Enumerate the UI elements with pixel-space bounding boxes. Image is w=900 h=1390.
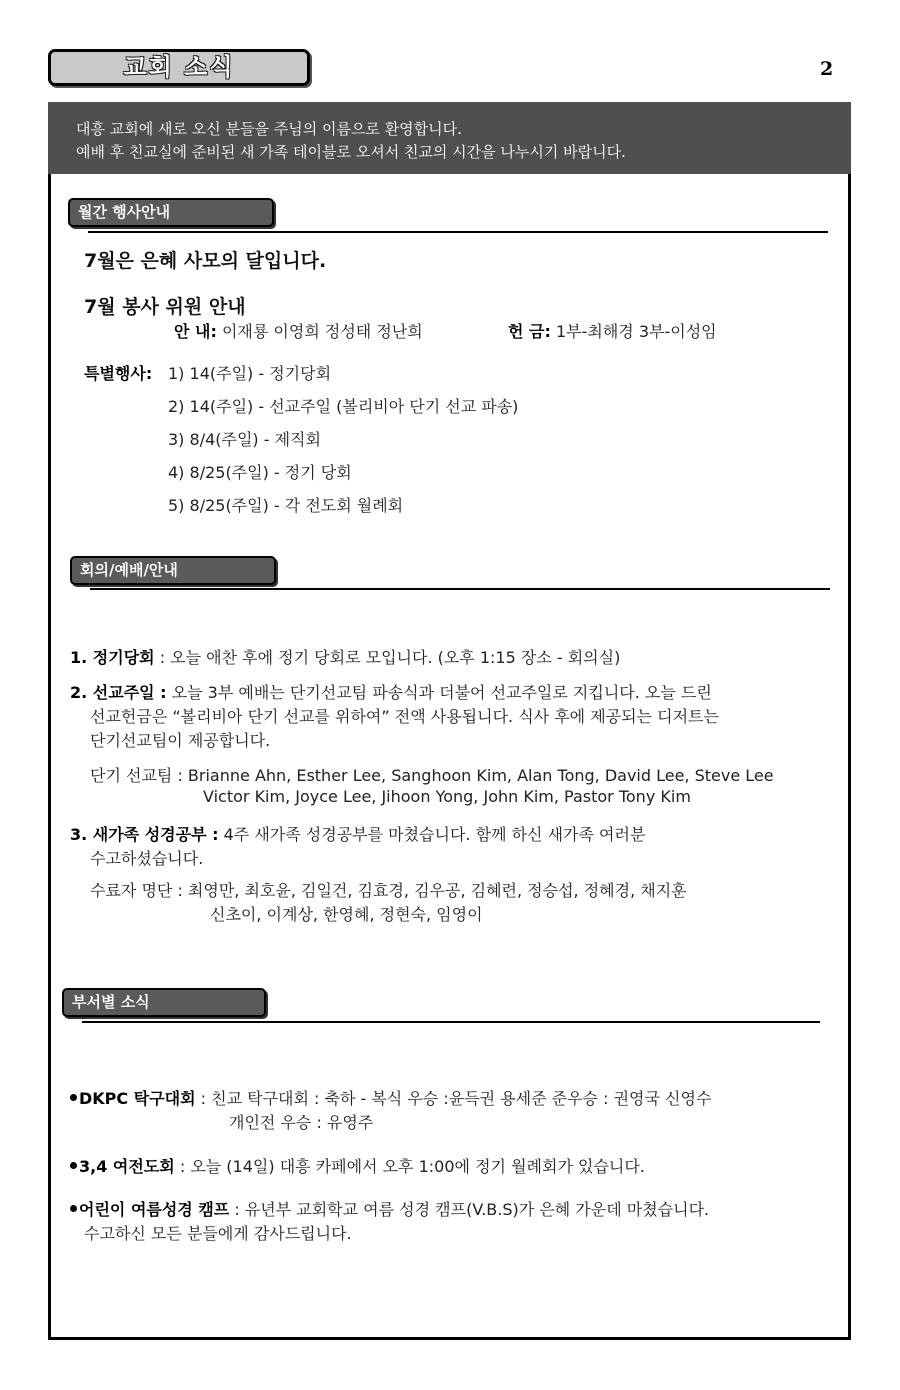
bullet-icon — [70, 1094, 77, 1101]
usher-names: 이재룡 이영희 정성태 정난희 — [216, 322, 423, 341]
welcome-line-1: 대흥 교회에 새로 오신 분들을 주님의 이름으로 환영합니다. — [76, 120, 462, 138]
meeting-item-2-line-3: 단기선교팀이 제공합니다. — [90, 731, 271, 750]
section-heading-monthly: 월간 행사안내 — [68, 198, 274, 227]
dept-item-3-line-2: 수고하신 모든 분들에게 감사드립니다. — [84, 1224, 352, 1243]
dept-item-1 — [70, 1086, 711, 1109]
usher-label: 안 내: — [174, 322, 217, 341]
bullet-icon — [70, 1162, 77, 1169]
dept-item-1-label: DKPC 탁구대회 — [79, 1089, 196, 1108]
meeting-item-3 — [70, 822, 645, 845]
meeting-item-3-text: 4주 새가족 성경공부를 마쳤습니다. 함께 하신 새가족 여러분 — [218, 825, 646, 844]
offering-label: 헌 금: — [508, 322, 551, 341]
usher-row — [174, 319, 423, 342]
dept-item-2-label: 3,4 여전도회 — [79, 1157, 175, 1176]
dept-item-3 — [70, 1197, 709, 1220]
meeting-item-2-line-2: 선교헌금은 “볼리비아 단기 선교를 위하여” 전액 사용됩니다. 식사 후에 제공되는 디저트는 — [90, 707, 719, 726]
meeting-item-1-text: : 오늘 애찬 후에 정기 당회로 모입니다. (오후 1:15 장소 - 회의실) — [154, 648, 621, 667]
page-number: 2 — [820, 58, 834, 80]
event-item: 2) 14(주일) - 선교주일 (볼리비아 단기 선교 파송) — [168, 397, 519, 416]
meeting-item-2-text: 오늘 3부 예배는 단기선교팀 파송식과 더불어 선교주일로 지킵니다. 오늘 드린 — [166, 683, 712, 702]
section-heading-departments: 부서별 소식 — [62, 988, 266, 1017]
dept-item-1-line-2: 개인전 우승 : 유영주 — [229, 1113, 374, 1132]
meeting-item-1 — [70, 645, 620, 668]
section-divider — [90, 588, 830, 590]
offering-row — [508, 319, 717, 342]
event-item: 3) 8/4(주일) - 제직회 — [168, 430, 321, 449]
graduates-line-2: 신초이, 이계상, 한영혜, 정현숙, 임영이 — [210, 905, 483, 924]
bullet-icon — [70, 1205, 77, 1212]
meeting-item-1-label: 1. 정기당회 — [70, 648, 155, 667]
dept-item-2 — [70, 1154, 645, 1177]
mission-team-line-1: 단기 선교팀 : Brianne Ahn, Esther Lee, Sanghoon Kim, Alan Tong, David Lee, Steve Lee — [90, 766, 774, 785]
event-item: 1) 14(주일) - 정기당회 — [168, 364, 332, 383]
volunteers-title: 7월 봉사 위원 안내 — [84, 296, 246, 318]
meeting-item-3-line-2: 수고하셨습니다. — [90, 849, 204, 868]
monthly-theme: 7월은 은혜 사모의 달입니다. — [84, 250, 327, 272]
event-item: 4) 8/25(주일) - 정기 당회 — [168, 463, 352, 482]
meeting-item-2 — [70, 680, 712, 703]
dept-item-1-text: : 친교 탁구대회 : 축하 - 복식 우승 :윤득권 용세준 준우승 : 권영국 신영수 — [195, 1089, 712, 1108]
page-title: 교회 소식 — [123, 53, 235, 81]
dept-item-3-label: 어린이 여름성경 캠프 — [79, 1200, 230, 1219]
dept-item-2-text: : 오늘 (14일) 대흥 카페에서 오후 1:00에 정기 월례회가 있습니다. — [174, 1157, 645, 1176]
mission-team-line-2: Victor Kim, Joyce Lee, Jihoon Yong, John Kim, Pastor Tony Kim — [203, 787, 691, 806]
meeting-item-3-label: 3. 새가족 성경공부 : — [70, 825, 219, 844]
section-divider — [88, 231, 828, 233]
offering-names: 1부-최해경 3부-이성임 — [550, 322, 717, 341]
graduates-line-1: 수료자 명단 : 최영만, 최호윤, 김일건, 김효경, 김우공, 김혜련, 정승섭, 정혜경, 채지훈 — [90, 881, 687, 900]
dept-item-3-text: : 유년부 교회학교 여름 성경 캠프(V.B.S)가 은혜 가운데 마쳤습니다. — [229, 1200, 710, 1219]
section-heading-meetings: 회의/예배/안내 — [70, 556, 276, 585]
meeting-item-2-label: 2. 선교주일 : — [70, 683, 167, 702]
welcome-line-2: 예배 후 친교실에 준비된 새 가족 테이블로 오셔서 친교의 시간을 나누시기 바랍니다. — [76, 143, 626, 161]
special-events-label: 특별행사: — [84, 364, 153, 383]
section-divider — [82, 1021, 820, 1023]
event-item: 5) 8/25(주일) - 각 전도회 월례회 — [168, 496, 404, 515]
